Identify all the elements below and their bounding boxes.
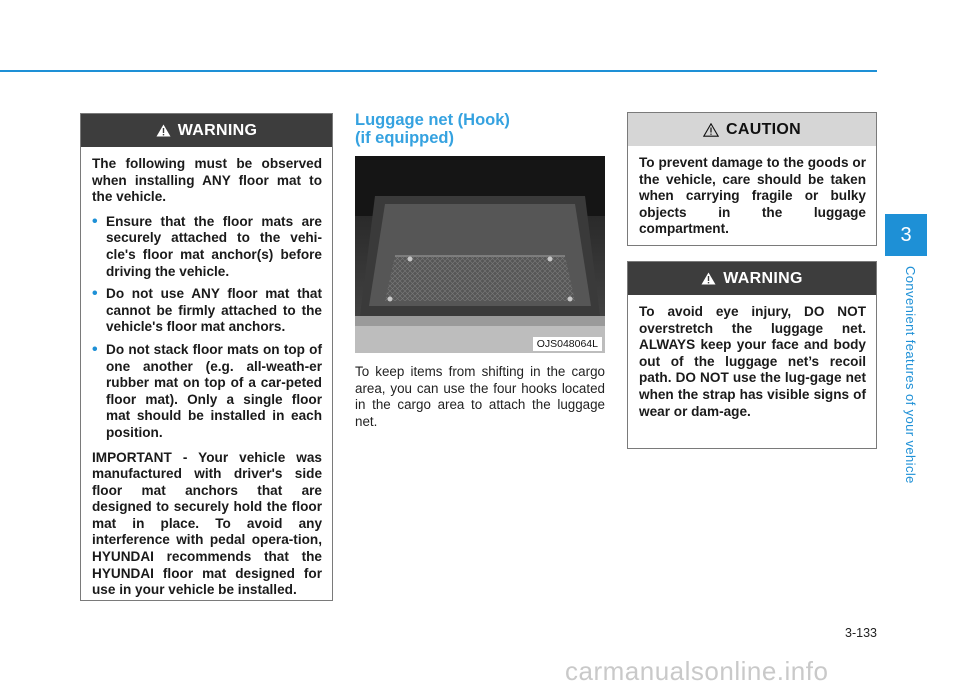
warning-title: WARNING <box>177 121 258 139</box>
warning-bullet-list <box>92 214 322 442</box>
warning-triangle-icon <box>156 124 171 137</box>
section-title-line-1: Luggage net (Hook) <box>355 111 510 129</box>
warning-title-right: WARNING <box>723 269 803 287</box>
section-body-text: To keep items from shifting in the cargo area, you can use the four hooks located in the cargo area to attach the luggage net. <box>355 364 605 429</box>
caution-triangle-icon <box>703 123 719 137</box>
warning-bullet: • Do not stack floor mats on top of one another (e.g. all-weath-er rubber mat on top of a car-peted floor mat). Only a single floor mat should be installed in each position. <box>92 342 322 442</box>
warning-body-right <box>628 295 876 438</box>
warning-body <box>81 147 332 617</box>
cargo-area-illustration <box>355 156 605 353</box>
warning-important-note: IMPORTANT - Your vehicle was manufactured with driver's side floor mat anchors that are designed to securely hold the floor mat in place. To avoid any interference with pedal opera-tion, HYUNDAI recommends that the HYUNDAI floor mat designed for use in your vehicle be installed. <box>92 449 322 598</box>
chapter-tab: 3 <box>885 214 927 256</box>
caution-title: CAUTION <box>726 120 801 138</box>
warning-bullet: • Do not use ANY floor mat that cannot be firmly attached to the vehicle's floor mat anchors. <box>92 286 322 336</box>
caution-text: To prevent damage to the goods or the vehicle, care should be taken when carrying fragile or bulky objects in the luggage compartment. <box>639 155 866 237</box>
image-code-label: OJS048064L <box>533 337 602 351</box>
warning-header <box>81 114 332 147</box>
section-title <box>355 111 605 147</box>
caution-box <box>627 112 877 246</box>
warning-triangle-icon <box>701 272 716 285</box>
section-title-line-2: (if equipped) <box>355 129 454 147</box>
warning-text-right: To avoid eye injury, DO NOT overstretch the luggage net. ALWAYS keep your face and body out of the luggage net’s recoil path. DO NOT use the lug-gage net when the strap has visible signs of wear or dam-age. <box>639 304 866 419</box>
chapter-label: Convenient features of your vehicle <box>903 266 918 484</box>
floor-mat-warning-box <box>80 113 333 601</box>
luggage-net-photo <box>355 156 605 353</box>
warning-bullet: • Ensure that the floor mats are securely attached to the vehi-cle's floor mat anchor(s) before driving the vehicle. <box>92 214 322 280</box>
top-rule <box>0 70 877 72</box>
luggage-net-warning-box <box>627 261 877 449</box>
page-number: 3-133 <box>845 626 877 640</box>
caution-header <box>628 113 876 146</box>
caution-body <box>628 146 876 256</box>
watermark: carmanualsonline.info <box>565 656 829 686</box>
warning-header-right <box>628 262 876 295</box>
warning-intro: The following must be observed when installing ANY floor mat to the vehicle. <box>92 156 322 205</box>
